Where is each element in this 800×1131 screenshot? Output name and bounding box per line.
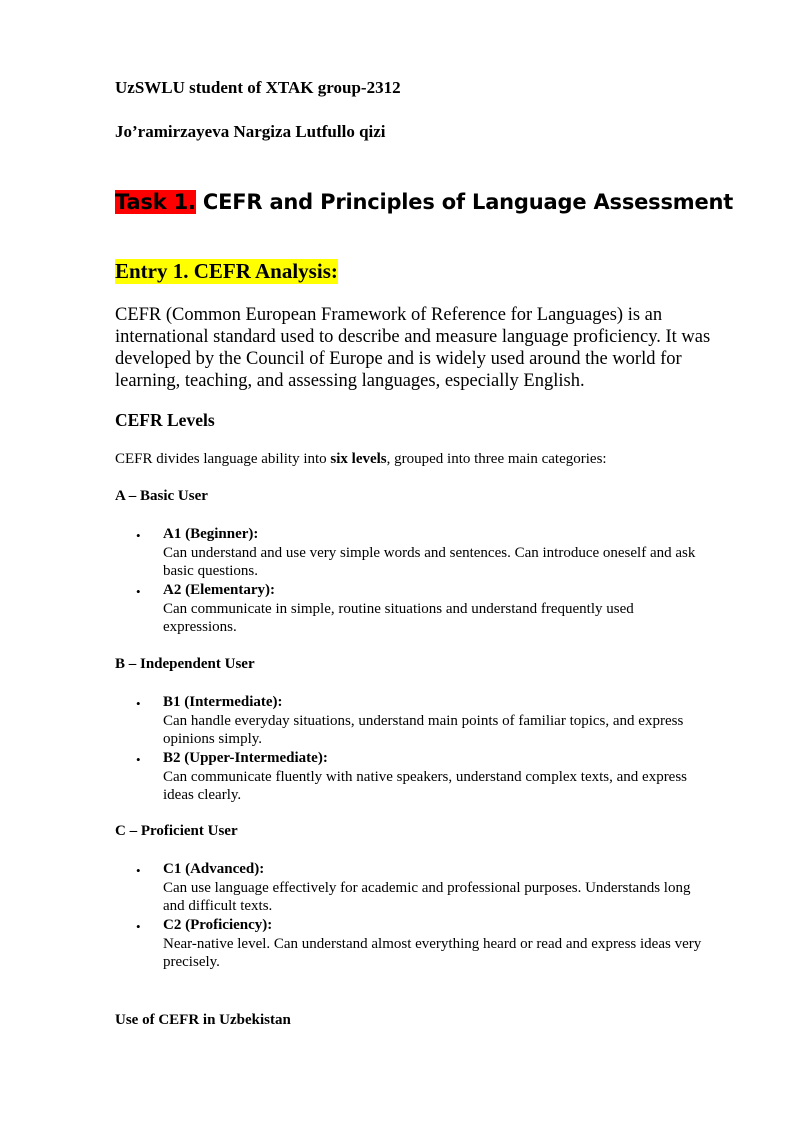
level-item-a1	[163, 525, 763, 581]
student-group-line: UzSWLU student of XTAK group-2312	[115, 78, 401, 97]
task-label: Task 1.	[115, 190, 196, 214]
bullet-icon: •	[136, 696, 141, 711]
intro-line: learning, teaching, and assessing languages, especially English.	[115, 371, 585, 391]
level-description: Can understand and use very simple words and sentences. Can introduce oneself and ask	[163, 544, 696, 561]
level-description: ideas clearly.	[163, 787, 242, 803]
level-item-b2	[163, 749, 763, 805]
student-name-line: Jo’ramirzayeva Nargiza Lutfullo qizi	[115, 122, 386, 141]
group-heading-c: C – Proficient User	[115, 823, 238, 839]
group-heading-b: B – Independent User	[115, 656, 255, 672]
level-description: expressions.	[163, 619, 237, 635]
bullet-icon: •	[136, 919, 141, 934]
level-item-a2	[163, 581, 763, 637]
levels-intro-bold: six levels	[330, 451, 387, 467]
level-description: basic questions.	[163, 563, 258, 579]
bullet-icon: •	[136, 584, 141, 599]
level-label: B1 (Intermediate):	[163, 694, 283, 710]
level-item-c2	[163, 916, 763, 972]
task-title	[115, 190, 733, 214]
level-description: and difficult texts.	[163, 898, 273, 914]
level-description: Can handle everyday situations, understand main points of familiar topics, and express	[163, 712, 684, 729]
task-title-text: CEFR and Principles of Language Assessment	[195, 190, 734, 214]
bullet-icon: •	[136, 863, 141, 878]
intro-line: international standard used to describe and measure language proficiency. It was	[115, 327, 711, 347]
levels-intro-sentence	[115, 451, 607, 468]
level-description: Can communicate fluently with native speakers, understand complex texts, and express	[163, 768, 688, 785]
intro-line: developed by the Council of Europe and is widely used around the world for	[115, 349, 682, 369]
level-label: C2 (Proficiency):	[163, 917, 273, 933]
cefr-uzbekistan-heading: Use of CEFR in Uzbekistan	[115, 1012, 291, 1028]
levels-intro-text: CEFR divides language ability into	[115, 451, 331, 467]
bullet-icon: •	[136, 528, 141, 543]
level-label: A1 (Beginner):	[163, 526, 259, 542]
cefr-levels-heading: CEFR Levels	[115, 410, 215, 430]
level-label: B2 (Upper-Intermediate):	[163, 750, 328, 766]
group-heading-a: A – Basic User	[115, 488, 208, 504]
levels-intro-text-end: , grouped into three main categories:	[386, 451, 607, 467]
level-description: Can communicate in simple, routine situations and understand frequently used	[163, 600, 634, 617]
level-description: opinions simply.	[163, 731, 263, 747]
intro-line: CEFR (Common European Framework of Reference for Languages) is an	[115, 305, 663, 325]
level-label: A2 (Elementary):	[163, 582, 276, 598]
entry-title: Entry 1. CEFR Analysis:	[115, 259, 338, 283]
level-description: precisely.	[163, 954, 220, 970]
level-label: C1 (Advanced):	[163, 861, 265, 877]
bullet-icon: •	[136, 752, 141, 767]
level-item-b1	[163, 693, 763, 749]
level-item-c1	[163, 860, 763, 916]
level-description: Can use language effectively for academic and professional purposes. Understands long	[163, 879, 691, 896]
level-description: Near-native level. Can understand almost everything heard or read and express ideas very	[163, 935, 702, 952]
intro-paragraph	[115, 304, 755, 392]
